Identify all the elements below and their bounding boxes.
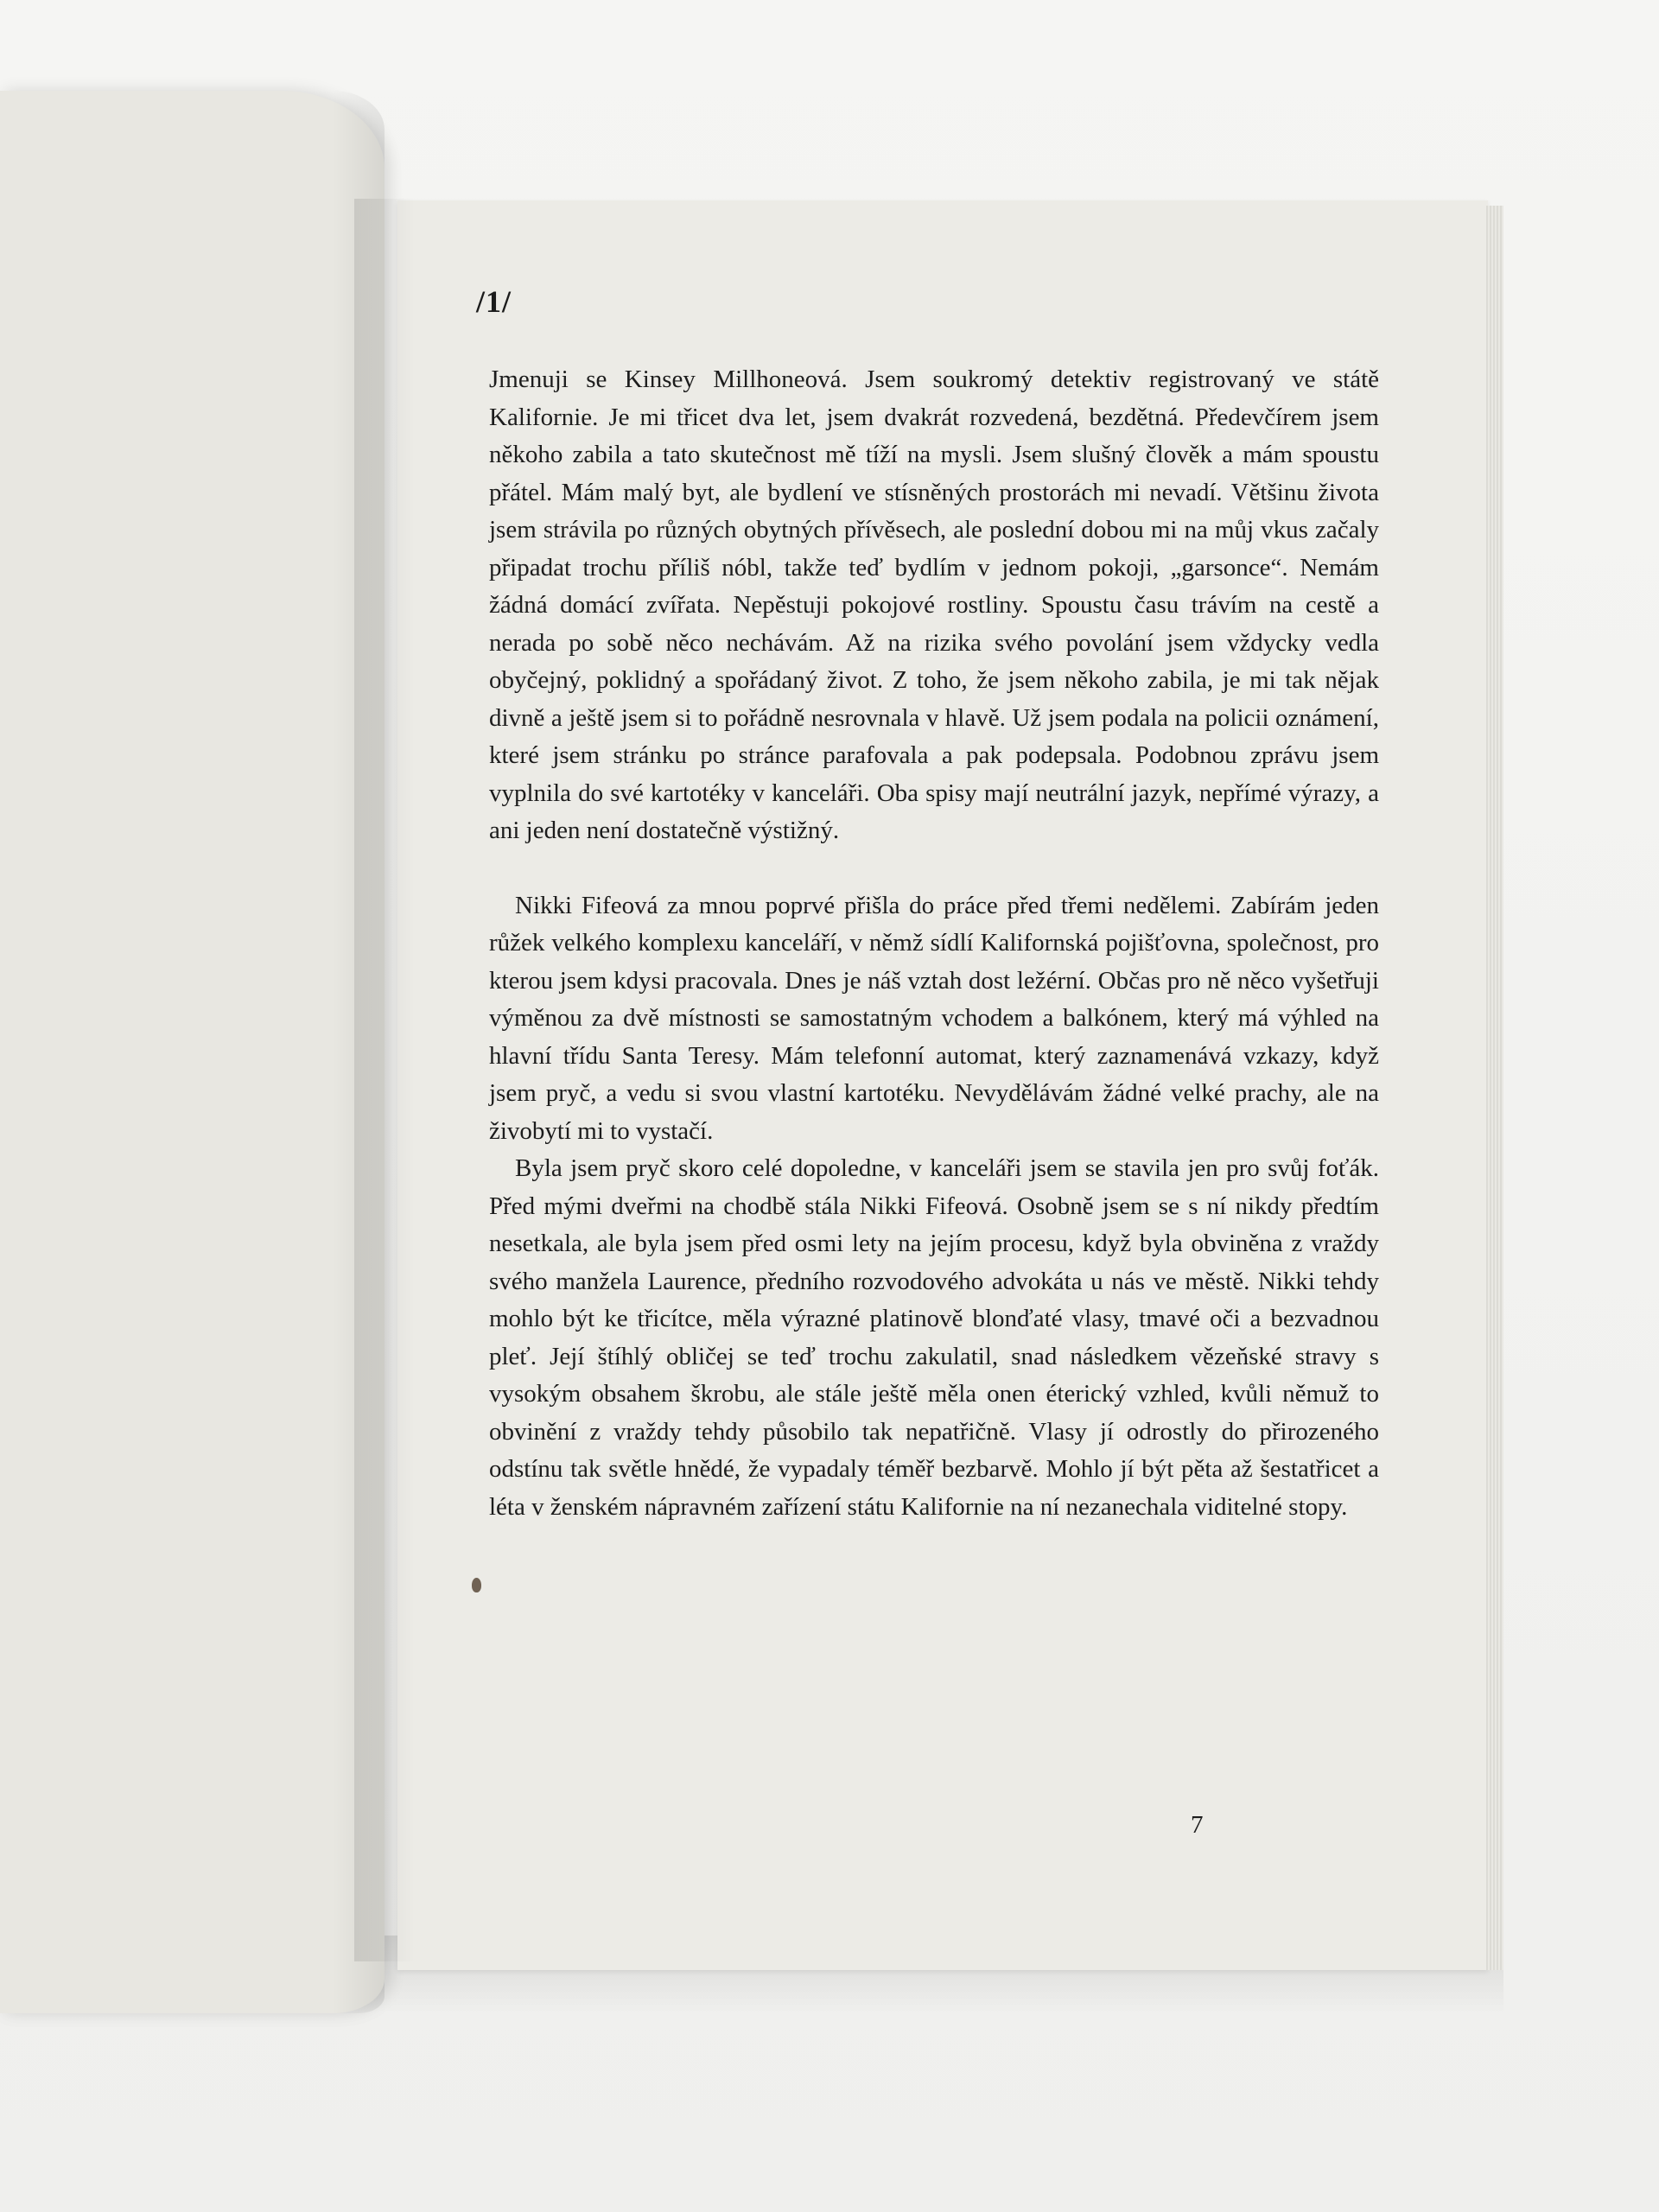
paragraph-3: Byla jsem pryč skoro celé dopoledne, v kanceláři jsem se stavila jen pro svůj foťák. Před mými dveřmi na chodbě stála Nikki Fifeová. Osobně jsem se s ní nikdy předtím nesetkala, ale byla jsem před osmi lety na jejím procesu, když byla obviněna z vraždy svého manžela Laurence, předního rozvodového advokáta u nás ve městě. Nikki tehdy mohlo být ke třicítce, měla výrazné platinově blonďaté vlasy, tmavé oči a bezvadnou pleť. Její štíhlý obličej se teď trochu zakulatil, snad následkem vězeňské stravy s vysokým obsahem škrobu, ale stále ještě měla onen éterický vzhled, kvůli němuž to obvinění z vraždy tehdy působilo tak nepatřičně. Vlasy jí odrostly do přirozeného odstínu tak světle hnědé, že vypadaly téměř bezbarvě. Mohlo jí být pěta až šestatřicet a léta v ženském nápravném zařízení státu Kalifornie na ní nezanechala viditelné stopy. [489, 1154, 1379, 1521]
book-gutter [354, 199, 415, 1961]
paragraph-2: Nikki Fifeová za mnou poprvé přišla do práce před třemi nedělemi. Zabírám jeden růžek velkého komplexu kanceláří, v němž sídlí Kalifornská pojišťovna, společnost, pro kterou jsem kdysi pracovala. Dnes je náš vztah dost ležérní. Občas pro ně něco vyšetřuji výměnou za dvě místnosti se samostatným vchodem a balkónem, který má výhled na hlavní třídu Santa Teresy. Mám telefonní automat, který zaznamenává vzkazy, když jsem pryč, a vedu si svou vlastní kartotéku. Nevydělávám žádné velké prachy, ale na živobytí mi to vystačí. [489, 891, 1379, 1145]
ink-spot-mark [472, 1578, 481, 1592]
page-edge-stack [1486, 206, 1503, 1970]
chapter-number: /1/ [476, 284, 512, 319]
chapter-body-text [489, 361, 1379, 1526]
paragraph-1: Jmenuji se Kinsey Millhoneová. Jsem soukromý detektiv registrovaný ve státě Kalifornie. Je mi třicet dva let, jsem dvakrát rozvedená, bezdětná. Předevčírem jsem někoho zabila a tato skutečnost mě tíží na mysli. Jsem slušný člověk a mám spoustu přátel. Mám malý byt, ale bydlení ve stísněných prostorách mi nevadí. Většinu života jsem strávila po různých obytných přívěsech, ale poslední dobou mi na můj vkus začaly připadat trochu příliš nóbl, takže teď bydlím v jednom pokoji, „garsonce“. Nemám žádná domácí zvířata. Nepěstuji pokojové rostliny. Spoustu času trávím na cestě a nerada po sobě něco nechávám. Až na rizika svého povolání jsem vždycky vedla obyčejný, poklidný a spořádaný život. Z toho, že jsem někoho zabila, je mi tak nějak divně a ještě jsem si to pořádně nesrovnala v hlavě. Už jsem podala na policii oznámení, které jsem stránku po stránce parafovala a pak podepsala. Podobnou zprávu jsem vyplnila do své kartotéky v kanceláři. Oba spisy mají neutrální jazyk, nepřímé výrazy, a ani jeden není dostatečně výstižný. [489, 365, 1379, 844]
left-page-curl [0, 91, 385, 2013]
page-number: 7 [1191, 1811, 1204, 1839]
